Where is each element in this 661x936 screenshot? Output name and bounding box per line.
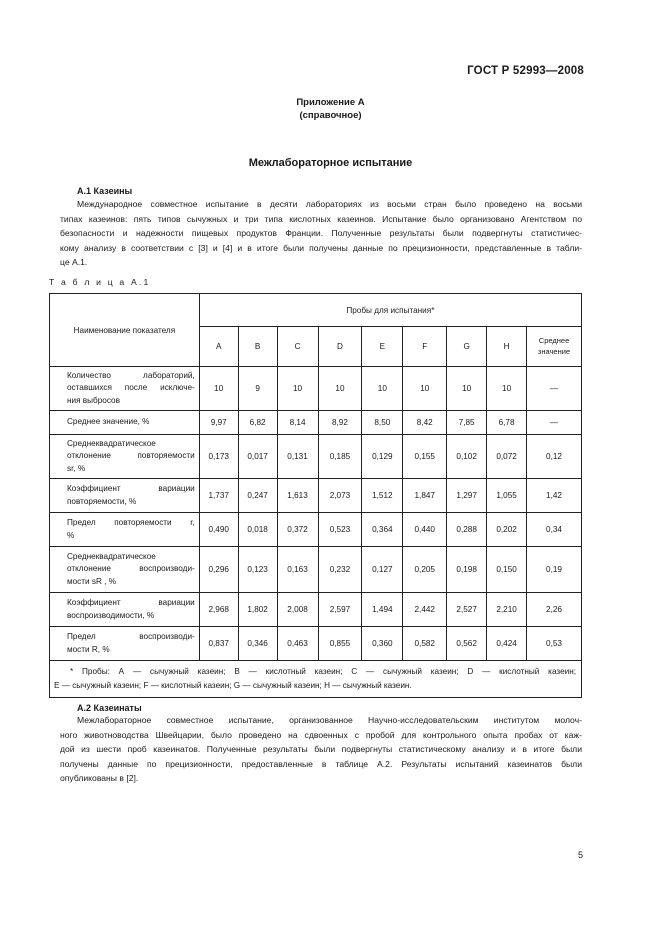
text-line: дой из шести проб казеинатов. Полученные результаты были подвергнуты статистическому анализу и в итоге были bbox=[60, 744, 582, 754]
value-cell: 0,346 bbox=[238, 627, 277, 661]
value-cell: 1,512 bbox=[362, 479, 403, 513]
precision-table bbox=[49, 293, 582, 698]
value-cell: 6,82 bbox=[238, 411, 277, 435]
value-cell: 0,155 bbox=[403, 435, 447, 479]
mean-header-line: значение bbox=[537, 346, 571, 356]
value-cell: — bbox=[527, 367, 582, 411]
samples-header: Пробы для испытания* bbox=[199, 294, 581, 327]
section-a2-heading: А.2 Казеинаты bbox=[77, 703, 142, 713]
table-row bbox=[50, 513, 582, 547]
section-a2-text bbox=[60, 713, 582, 786]
value-cell: 0,205 bbox=[403, 547, 447, 593]
annex-title: Приложение А bbox=[296, 97, 365, 108]
footnote-line: * Пробы: А — сычужный казеин; В — кислотный казеин; С — сычужный казеин; D — кислотный казеин; bbox=[70, 667, 576, 676]
value-cell: 1,737 bbox=[199, 479, 238, 513]
annex-heading bbox=[0, 96, 661, 122]
section-a1-heading: А.1 Казеины bbox=[77, 186, 133, 196]
footnote-row bbox=[50, 661, 582, 698]
text-line: ного животноводства Швейцарии, было проведено на сдвоенных с пробой для контрольного опыта пробах от каж- bbox=[60, 729, 582, 740]
value-cell: 0,163 bbox=[277, 547, 318, 593]
row-name-line: повторяемости, % bbox=[67, 496, 137, 506]
value-cell: 10 bbox=[403, 367, 447, 411]
row-name-cell bbox=[50, 627, 200, 661]
row-name-line: мости R, % bbox=[67, 644, 110, 654]
value-cell: 8,92 bbox=[318, 411, 362, 435]
value-cell: 0,463 bbox=[277, 627, 318, 661]
value-cell: 1,055 bbox=[487, 479, 527, 513]
table-row bbox=[50, 435, 582, 479]
value-cell: 0,19 bbox=[527, 547, 582, 593]
row-name-cell bbox=[50, 547, 200, 593]
column-header: H bbox=[487, 327, 527, 367]
row-name-line: воспроизводимости, % bbox=[67, 610, 155, 620]
value-cell: 6,78 bbox=[487, 411, 527, 435]
row-name-line: Предел повторяемости r, bbox=[67, 518, 195, 527]
value-cell: 0,523 bbox=[318, 513, 362, 547]
table-caption: Т а б л и ц а А.1 bbox=[49, 277, 151, 287]
value-cell: 8,14 bbox=[277, 411, 318, 435]
row-name-line: отклонение повторяемости bbox=[67, 451, 195, 461]
value-cell: 0,440 bbox=[403, 513, 447, 547]
row-name-line: % bbox=[67, 530, 75, 540]
value-cell: 9,97 bbox=[199, 411, 238, 435]
row-name-line: ния выбросов bbox=[67, 395, 120, 405]
value-cell: 0,53 bbox=[527, 627, 582, 661]
value-cell: 0,150 bbox=[487, 547, 527, 593]
value-cell: 8,50 bbox=[362, 411, 403, 435]
row-name-cell bbox=[50, 593, 200, 627]
table-footnote bbox=[50, 661, 582, 698]
value-cell: 0,202 bbox=[487, 513, 527, 547]
text-line: типах казеинов: пять типов сычужных и три типа кислотных казеинов. Испытание было организовано Агентством по bbox=[60, 213, 582, 224]
value-cell: 2,442 bbox=[403, 593, 447, 627]
value-cell: 0,372 bbox=[277, 513, 318, 547]
value-cell: — bbox=[527, 411, 582, 435]
value-cell: 0,562 bbox=[447, 627, 487, 661]
table-row bbox=[50, 479, 582, 513]
text-line: Межлабораторное совместное испытание, организованное Научно-исследовательским институтом молоч- bbox=[77, 715, 582, 725]
value-cell: 2,210 bbox=[487, 593, 527, 627]
table-row bbox=[50, 627, 582, 661]
value-cell: 0,131 bbox=[277, 435, 318, 479]
value-cell: 2,968 bbox=[199, 593, 238, 627]
column-header: C bbox=[277, 327, 318, 367]
value-cell: 0,127 bbox=[362, 547, 403, 593]
row-name-line: отклонение воспроизводи- bbox=[67, 564, 195, 574]
value-cell: 0,173 bbox=[199, 435, 238, 479]
row-name-line: Количество лабораторий, bbox=[67, 370, 195, 380]
standard-number: ГОСТ Р 52993—2008 bbox=[467, 65, 584, 77]
value-cell: 1,802 bbox=[238, 593, 277, 627]
row-name-line: Среднее значение, % bbox=[67, 417, 150, 427]
text-line: безопасности и надежности пищевых продуктов Франции. Полученные результаты были подвергнуты статистичес- bbox=[60, 228, 582, 238]
text-line: опубликованы в [2]. bbox=[60, 773, 139, 783]
value-cell: 10 bbox=[199, 367, 238, 411]
name-header: Наименование показателя bbox=[50, 294, 200, 367]
value-cell: 0,582 bbox=[403, 627, 447, 661]
value-cell: 0,247 bbox=[238, 479, 277, 513]
value-cell: 0,198 bbox=[447, 547, 487, 593]
column-header: G bbox=[447, 327, 487, 367]
column-header: F bbox=[403, 327, 447, 367]
value-cell: 10 bbox=[362, 367, 403, 411]
value-cell: 0,232 bbox=[318, 547, 362, 593]
value-cell: 1,494 bbox=[362, 593, 403, 627]
row-name-line: мости sR , % bbox=[67, 576, 116, 586]
value-cell: 0,364 bbox=[362, 513, 403, 547]
value-cell: 0,296 bbox=[199, 547, 238, 593]
row-name-cell bbox=[50, 479, 200, 513]
value-cell: 2,26 bbox=[527, 593, 582, 627]
row-name-line: Коэффициент вариации bbox=[67, 598, 195, 607]
section-a1-text bbox=[60, 197, 582, 270]
value-cell: 0,072 bbox=[487, 435, 527, 479]
footnote-line: Е — сычужный казеин; F — кислотный казеин; G — сычужный казеин; Н — сычужный казеин. bbox=[54, 681, 412, 690]
value-cell: 2,073 bbox=[318, 479, 362, 513]
table-row bbox=[50, 547, 582, 593]
table-header-row bbox=[50, 294, 582, 327]
row-name-cell bbox=[50, 513, 200, 547]
table-body bbox=[50, 367, 582, 661]
value-cell: 10 bbox=[447, 367, 487, 411]
row-name-line: Среднеквадратическое bbox=[67, 438, 156, 448]
table-row bbox=[50, 367, 582, 411]
value-cell: 0,288 bbox=[447, 513, 487, 547]
value-cell: 2,008 bbox=[277, 593, 318, 627]
table-row bbox=[50, 593, 582, 627]
value-cell: 0,855 bbox=[318, 627, 362, 661]
value-cell: 10 bbox=[277, 367, 318, 411]
value-cell: 2,527 bbox=[447, 593, 487, 627]
row-name-cell bbox=[50, 367, 200, 411]
row-name-line: Предел воспроизводи- bbox=[67, 632, 195, 641]
value-cell: 10 bbox=[318, 367, 362, 411]
column-header: B bbox=[238, 327, 277, 367]
value-cell: 0,102 bbox=[447, 435, 487, 479]
value-cell: 0,34 bbox=[527, 513, 582, 547]
column-header: E bbox=[362, 327, 403, 367]
row-name-line: sr, % bbox=[67, 463, 86, 473]
row-name-line: Коэффициент вариации bbox=[67, 484, 195, 493]
row-name-cell bbox=[50, 435, 200, 479]
text-line: це А.1. bbox=[60, 257, 88, 267]
value-cell: 10 bbox=[487, 367, 527, 411]
value-cell: 0,12 bbox=[527, 435, 582, 479]
value-cell: 0,185 bbox=[318, 435, 362, 479]
column-header: A bbox=[199, 327, 238, 367]
value-cell: 0,018 bbox=[238, 513, 277, 547]
value-cell: 2,597 bbox=[318, 593, 362, 627]
value-cell: 1,847 bbox=[403, 479, 447, 513]
column-header: D bbox=[318, 327, 362, 367]
mean-header-line: Среднее bbox=[538, 336, 570, 345]
text-line: Международное совместное испытание в десяти лабораториях из восьми стран было проведено на восьми bbox=[77, 199, 582, 209]
value-cell: 0,490 bbox=[199, 513, 238, 547]
value-cell: 9 bbox=[238, 367, 277, 411]
value-cell: 8,42 bbox=[403, 411, 447, 435]
table-row bbox=[50, 411, 582, 435]
text-line: получены данные по прецизионности, предоставленные в таблице А.2. Результаты испытаний казеинатов были bbox=[60, 758, 582, 769]
value-cell: 1,42 bbox=[527, 479, 582, 513]
annex-subtitle: (справочное) bbox=[299, 110, 362, 121]
value-cell: 0,123 bbox=[238, 547, 277, 593]
mean-header bbox=[527, 327, 582, 367]
value-cell: 0,129 bbox=[362, 435, 403, 479]
row-name-cell bbox=[50, 411, 200, 435]
value-cell: 0,017 bbox=[238, 435, 277, 479]
value-cell: 7,85 bbox=[447, 411, 487, 435]
main-title: Межлабораторное испытание bbox=[248, 157, 413, 169]
value-cell: 0,837 bbox=[199, 627, 238, 661]
text-line: кому анализу в соответствии с [3] и [4] и в итоге были получены данные по прецизионности, представленные в табли- bbox=[60, 242, 582, 253]
value-cell: 1,297 bbox=[447, 479, 487, 513]
value-cell: 1,613 bbox=[277, 479, 318, 513]
page-number: 5 bbox=[577, 850, 583, 860]
row-name-line: Среднеквадратическое bbox=[67, 551, 156, 561]
value-cell: 0,424 bbox=[487, 627, 527, 661]
value-cell: 0,360 bbox=[362, 627, 403, 661]
row-name-line: оставшихся после исключе- bbox=[67, 383, 195, 393]
